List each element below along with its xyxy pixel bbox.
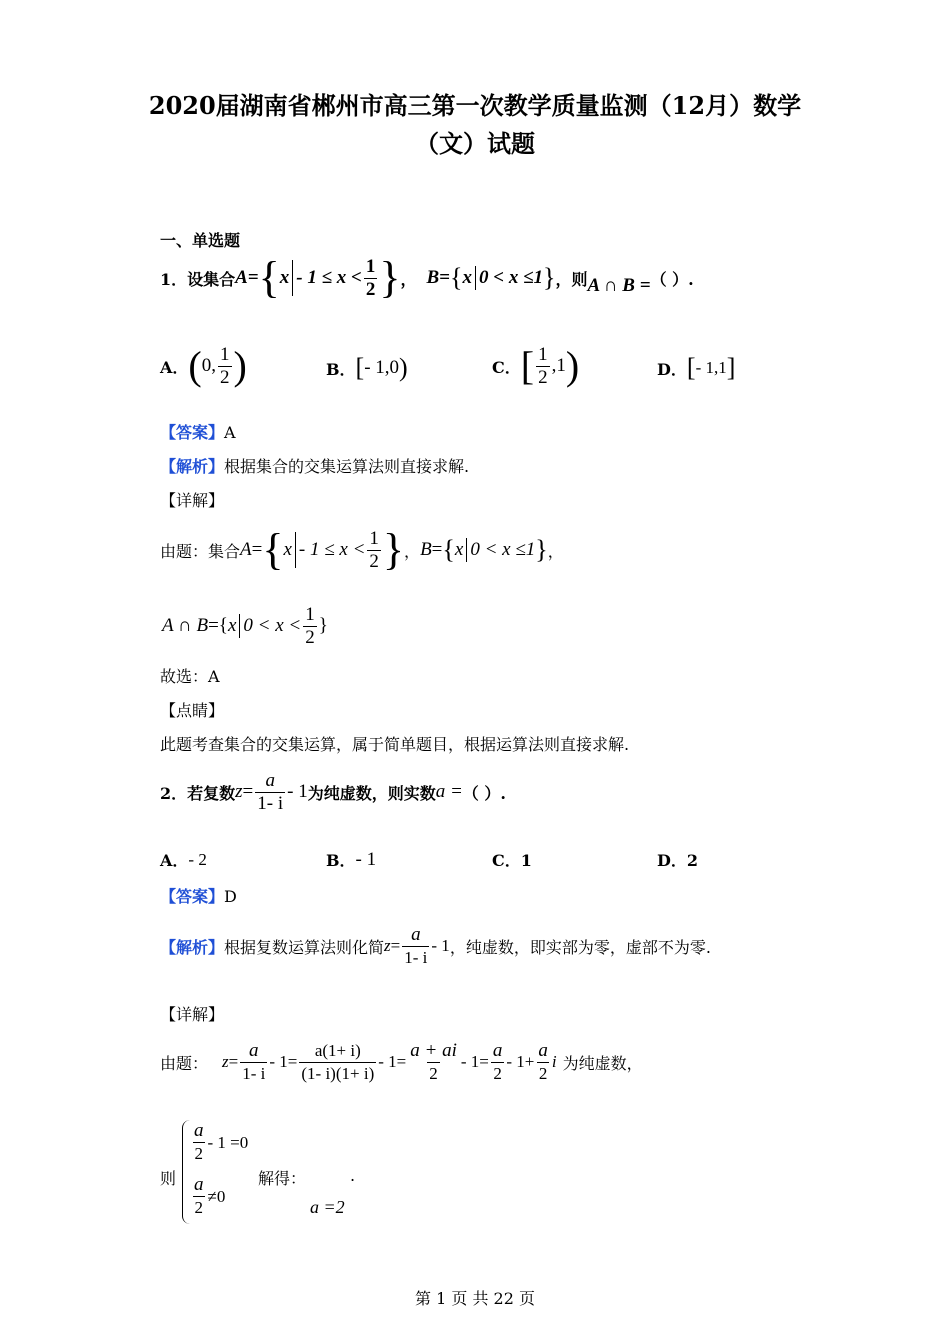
option-value: - 1: [355, 848, 377, 870]
var-z: z: [235, 781, 243, 802]
option-label: A．: [160, 851, 189, 870]
var-x: x: [279, 267, 290, 288]
q1-answer: [160, 420, 236, 443]
q1-choose: 故选：A: [160, 667, 220, 686]
option-label: A．: [160, 357, 189, 377]
paren-close: ): [565, 343, 580, 388]
fraction-den: 2: [305, 626, 315, 648]
option-label: C．: [492, 851, 521, 870]
answer-value: A: [224, 423, 236, 442]
minus-one: - 1: [378, 1052, 397, 1071]
eq-sign: =: [247, 267, 259, 288]
paren-close: ): [399, 353, 408, 382]
option-value: 1: [520, 851, 532, 870]
analysis-prefix: 根据复数运算法则化简: [224, 937, 385, 957]
q2-option-c: [492, 848, 532, 871]
q1-comment-text: 此题考查集合的交集运算，属于简单题目，根据运算法则直接求解.: [160, 735, 630, 754]
plus-sign: +: [524, 1052, 535, 1071]
fraction-a-over: [402, 924, 429, 969]
q1-option-c: [492, 338, 579, 394]
brace-open: {: [450, 263, 463, 292]
minus-one: - 1: [506, 1052, 525, 1071]
eq-sign: ={: [208, 615, 228, 636]
q1-option-a: [160, 338, 247, 394]
minus-one: - 1: [269, 1052, 288, 1071]
var-x: x: [454, 539, 464, 560]
q1-option-b: [326, 354, 408, 382]
var-z: z: [384, 936, 391, 955]
q2-stem-prefix: 2．若复数: [160, 783, 236, 803]
var-x: x: [462, 267, 473, 288]
q1-A-condition: - 1 ≤ x <: [298, 539, 366, 560]
paren-open: (: [188, 343, 202, 388]
fraction-half: [536, 344, 550, 389]
fraction-num: a: [411, 923, 421, 945]
q1-set-B: B: [426, 267, 440, 288]
separator: ，: [547, 541, 564, 561]
detail-suffix: 为纯虚数，: [562, 1053, 643, 1073]
fraction-den: 1- i: [257, 792, 284, 814]
var-x: x: [283, 539, 292, 560]
answer-value: D: [224, 887, 237, 906]
q2-detail-line: [160, 1032, 643, 1092]
bracket-open: [: [355, 353, 365, 382]
fraction-den: 2: [369, 550, 379, 572]
q1-option-d: [657, 354, 735, 382]
analysis-suffix: ，纯虚数，即实部为零，虚部不为零.: [449, 937, 711, 957]
q1-detail-label: 【详解】: [160, 491, 225, 510]
q1-detail-line: [160, 524, 564, 576]
eq-sign: =: [479, 1052, 489, 1071]
fraction-step3: [408, 1040, 459, 1085]
doc-title-line2: （文）试题: [415, 129, 535, 158]
q1-intersection: A ∩ B =: [587, 275, 651, 296]
option-label: C．: [492, 357, 521, 377]
fraction-a-half: [192, 1174, 206, 1219]
option-value: ,1: [551, 355, 566, 376]
q1-A-condition: - 1 ≤ x <: [296, 267, 362, 288]
option-value: 0,: [201, 355, 216, 376]
fraction-num: 1: [369, 527, 379, 549]
q1-B-condition: 0 < x ≤1: [470, 539, 536, 560]
minus-one: - 1: [460, 1052, 480, 1071]
page-footer: 第 1 页 共 22 页: [415, 1289, 535, 1308]
fraction-step2: [299, 1040, 376, 1085]
eq-sign: =: [390, 936, 401, 955]
fraction-a-over: [240, 1040, 267, 1085]
var-a-eq: a =: [435, 781, 463, 802]
fraction-a-half: [491, 1040, 505, 1085]
minus-one: - 1: [287, 781, 308, 802]
q1-set-B: B: [420, 539, 432, 560]
detail-prefix: 由题：: [160, 1053, 209, 1073]
eq-sign: =: [396, 1052, 407, 1071]
answer-label: 【答案】: [160, 423, 225, 442]
fraction-den: 2: [194, 1198, 203, 1217]
fraction-den: 2: [365, 278, 376, 300]
option-label: D．: [657, 851, 687, 870]
detail-prefix: 由题：集合: [160, 541, 241, 561]
q2-solve-label: 解得：: [258, 1169, 307, 1188]
q1-result: [162, 602, 328, 650]
q1-then: ，则: [555, 269, 588, 289]
fraction-den: 2: [429, 1063, 438, 1083]
fraction-a-half: [192, 1120, 206, 1165]
q1-blank: （ ）.: [650, 269, 694, 289]
var-x: x: [227, 615, 237, 636]
fraction-num: 1: [365, 255, 376, 277]
section-heading: 一、单选题: [160, 231, 241, 250]
q1-stem: [160, 252, 694, 304]
option-value: - 1,1: [695, 358, 727, 377]
fraction-a-half: [536, 1040, 550, 1085]
fraction-num: a: [194, 1174, 204, 1195]
fraction-den: 2: [538, 366, 548, 388]
brace-close: }: [535, 535, 548, 564]
analysis-label: 【解析】: [160, 937, 225, 957]
fraction-num: a: [249, 1039, 259, 1061]
fraction-num: a: [194, 1120, 204, 1141]
fraction-den: 1- i: [242, 1063, 266, 1083]
brace-open: {: [442, 535, 455, 564]
imaginary-unit: i: [551, 1052, 557, 1071]
doc-title-line1: 2020届湖南省郴州市高三第一次教学质量监测（12月）数学: [148, 91, 802, 120]
brace-close: }: [382, 525, 405, 574]
fraction-den: 2: [538, 1063, 548, 1083]
brace-open: {: [262, 525, 284, 574]
answer-label: 【答案】: [160, 887, 225, 906]
bracket-open: [: [686, 353, 696, 382]
fraction-num: 1: [538, 343, 548, 365]
eq-sign: =: [251, 539, 263, 560]
fraction-half: [367, 528, 381, 573]
fraction-half: [364, 256, 378, 301]
fraction-num: a + ai: [410, 1039, 457, 1061]
q1-stem-prefix: 1．设集合: [160, 269, 236, 289]
divider-bar: [292, 260, 293, 296]
option-label: D．: [657, 359, 687, 379]
brace-close: }: [318, 615, 328, 636]
q1-B-condition: 0 < x ≤1: [479, 267, 544, 288]
separator: ，: [400, 269, 417, 289]
fraction-num: 1: [305, 603, 315, 625]
option-label: B．: [326, 359, 356, 379]
q2-option-d: [657, 848, 698, 871]
system-eq-1-rhs: - 1 =0: [207, 1132, 249, 1152]
bracket-close: ]: [726, 353, 736, 382]
separator: ，: [404, 541, 421, 561]
q2-blank: （ ）.: [462, 783, 506, 803]
q2-option-b: [326, 848, 376, 871]
fraction-num: a: [265, 769, 275, 791]
eq-sign: =: [228, 1052, 239, 1071]
analysis-text: 根据集合的交集运算法则直接求解.: [224, 457, 470, 476]
option-value: 2: [686, 851, 699, 870]
system-eq-2-rhs: ≠0: [207, 1186, 226, 1206]
fraction-den: 1- i: [404, 947, 428, 967]
brace-close: }: [543, 263, 556, 292]
eq-sign: =: [439, 267, 451, 288]
fraction-half: [303, 604, 317, 649]
fraction-den: 2: [194, 1144, 203, 1163]
fraction-den: (1- i)(1+ i): [301, 1063, 375, 1083]
q2-stem-mid: 为纯虚数，则实数: [307, 783, 436, 803]
eq-sign: =: [242, 781, 254, 802]
brace-open: {: [258, 253, 280, 302]
eq-sign: =: [287, 1052, 298, 1071]
var-z: z: [222, 1052, 229, 1071]
fraction-num: 1: [220, 343, 230, 365]
bracket-open: [: [520, 343, 535, 388]
q1-set-A: A: [240, 539, 252, 560]
q1-analysis: [160, 454, 469, 477]
q1-set-A: A: [235, 267, 248, 288]
paren-close: ): [233, 343, 247, 388]
brace-close: }: [379, 253, 401, 302]
q2-option-a: [160, 848, 207, 871]
fraction-num: a: [492, 1039, 503, 1061]
system-eq-2: [190, 1174, 225, 1219]
minus-one: - 1: [431, 936, 450, 955]
eq-sign: =: [431, 539, 443, 560]
fraction-a-over: [255, 770, 285, 815]
option-value: - 2: [188, 849, 207, 869]
analysis-label: 【解析】: [160, 457, 225, 476]
fraction-num: a: [538, 1039, 548, 1061]
q2-analysis: [160, 918, 711, 974]
option-value: - 1,0: [364, 357, 400, 378]
option-label: B．: [326, 851, 356, 870]
q2-stem: [160, 766, 506, 818]
q2-result: a =2: [310, 1197, 345, 1217]
q2-detail-label: 【详解】: [160, 1005, 225, 1024]
divider-bar: [239, 614, 240, 638]
q2-then: 则: [160, 1169, 177, 1188]
result-lhs: A ∩ B: [162, 615, 209, 636]
divider-bar: [475, 266, 476, 290]
fraction-den: 2: [493, 1063, 502, 1083]
q2-period: .: [350, 1166, 356, 1185]
q2-answer: [160, 884, 237, 907]
system-eq-1: [190, 1120, 248, 1165]
fraction-den: 2: [220, 366, 230, 388]
fraction-num: a(1+ i): [314, 1040, 361, 1060]
fraction-half: [218, 344, 232, 389]
divider-bar: [466, 538, 467, 562]
divider-bar: [295, 532, 296, 568]
result-condition: 0 < x <: [243, 615, 302, 636]
q1-comment-label: 【点睛】: [160, 701, 225, 720]
